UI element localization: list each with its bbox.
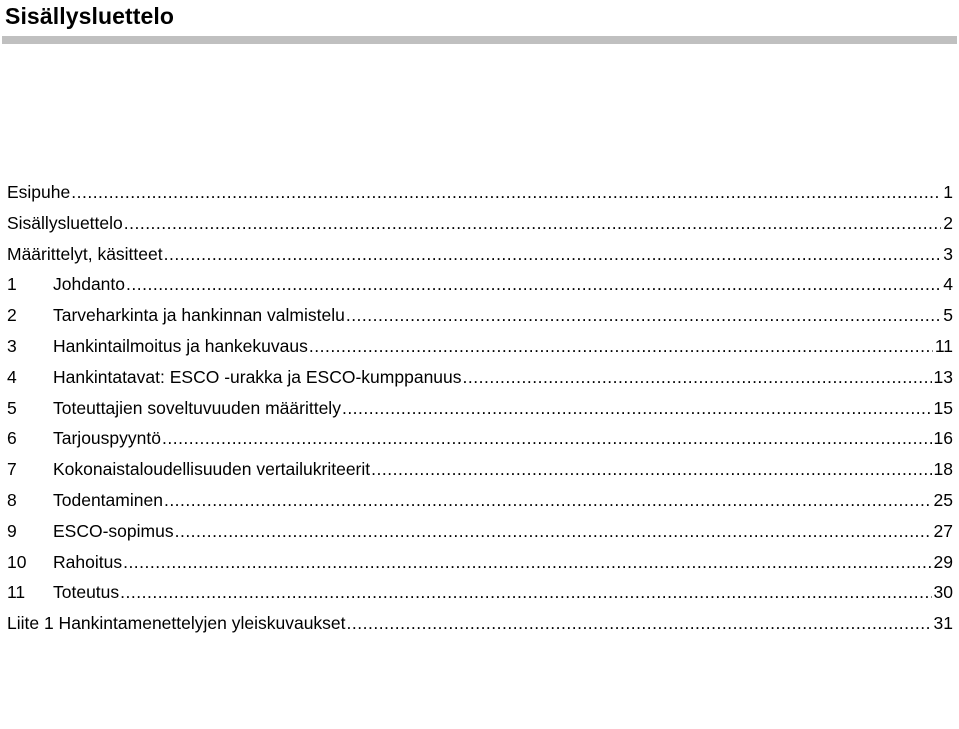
toc-entry[interactable]: [7, 608, 953, 639]
toc-entry-title: Toteuttajien soveltuvuuden määrittely: [53, 397, 341, 418]
toc-dot-leader: [124, 208, 942, 239]
toc-entry-page-number: 1: [943, 182, 953, 202]
toc-dot-leader: [123, 547, 931, 578]
page-title: Sisällysluettelo: [5, 3, 175, 29]
toc-entry-page-number: 2: [943, 212, 953, 233]
toc-entry-page-number: 11: [934, 335, 953, 356]
toc-entry-page-number: 3: [943, 243, 953, 264]
toc-entry-page-number: 13: [933, 366, 953, 387]
toc-entry-title: Liite 1 Hankintamenettelyjen yleiskuvaukset: [7, 613, 346, 634]
toc-entry-title: Rahoitus: [53, 551, 123, 572]
title-underline-bar: [2, 36, 957, 44]
toc-entry-number: 8: [7, 489, 17, 510]
toc-entry-title: Tarjouspyyntö: [53, 428, 161, 449]
table-of-contents: [7, 177, 953, 639]
toc-entry-title: Todentaminen: [53, 489, 163, 510]
toc-entry-title: Sisällysluettelo: [7, 212, 123, 233]
toc-entry-number: 2: [7, 305, 17, 326]
toc-entry[interactable]: [7, 485, 953, 516]
toc-entry-page-number: 5: [943, 305, 953, 326]
toc-entry[interactable]: [7, 208, 953, 239]
toc-entry-number: 1: [7, 274, 17, 295]
toc-entry[interactable]: [7, 516, 953, 547]
toc-entry-title: Toteutus: [53, 582, 120, 603]
toc-dot-leader: [371, 454, 931, 485]
toc-dot-leader: [71, 177, 941, 208]
toc-entry[interactable]: [7, 393, 953, 424]
toc-dot-leader: [126, 269, 941, 300]
toc-entry[interactable]: [7, 239, 953, 270]
toc-dot-leader: [164, 239, 942, 270]
toc-dot-leader: [342, 393, 932, 424]
toc-entry-number: 4: [7, 366, 17, 387]
toc-dot-leader: [309, 331, 933, 362]
toc-dot-leader: [346, 300, 941, 331]
toc-entry-number: 6: [7, 428, 17, 449]
toc-entry-page-number: 29: [933, 551, 953, 572]
toc-entry[interactable]: [7, 547, 953, 578]
toc-entry-number: 11: [7, 582, 26, 603]
toc-entry-page-number: 16: [933, 428, 953, 449]
toc-entry-title: Hankintailmoitus ja hankekuvaus: [53, 335, 308, 356]
toc-dot-leader: [162, 423, 932, 454]
toc-entry-page-number: 31: [933, 613, 953, 634]
toc-entry-page-number: 4: [943, 274, 953, 295]
toc-entry[interactable]: [7, 577, 953, 608]
toc-entry-number: 7: [7, 459, 17, 480]
toc-entry-page-number: 25: [933, 489, 953, 510]
toc-entry-page-number: 30: [933, 582, 953, 603]
toc-entry-title: ESCO-sopimus: [53, 520, 174, 541]
toc-entry-title: Hankintatavat: ESCO -urakka ja ESCO-kumppanuus: [53, 366, 462, 387]
toc-dot-leader: [463, 362, 932, 393]
toc-dot-leader: [164, 485, 932, 516]
toc-entry[interactable]: [7, 331, 953, 362]
toc-entry-title: Määrittelyt, käsitteet: [7, 243, 163, 264]
toc-entry[interactable]: [7, 269, 953, 300]
toc-entry-title: Esipuhe: [7, 182, 71, 202]
toc-entry-page-number: 27: [933, 520, 953, 541]
toc-entry-title: Tarveharkinta ja hankinnan valmistelu: [53, 305, 345, 326]
toc-entry[interactable]: [7, 177, 953, 208]
toc-dot-leader: [175, 516, 932, 547]
toc-dot-leader: [120, 577, 931, 608]
toc-entry[interactable]: [7, 300, 953, 331]
toc-entry-title: Kokonaistaloudellisuuden vertailukriteerit: [53, 459, 371, 480]
toc-entry-number: 9: [7, 520, 17, 541]
toc-entry[interactable]: [7, 423, 953, 454]
toc-entry[interactable]: [7, 454, 953, 485]
toc-entry[interactable]: [7, 362, 953, 393]
toc-entry-number: 10: [7, 551, 27, 572]
toc-dot-leader: [347, 608, 932, 639]
toc-entry-number: 3: [7, 335, 17, 356]
toc-entry-number: 5: [7, 397, 17, 418]
toc-entry-page-number: 15: [933, 397, 953, 418]
toc-entry-title: Johdanto: [53, 274, 126, 295]
toc-entry-page-number: 18: [933, 459, 953, 480]
